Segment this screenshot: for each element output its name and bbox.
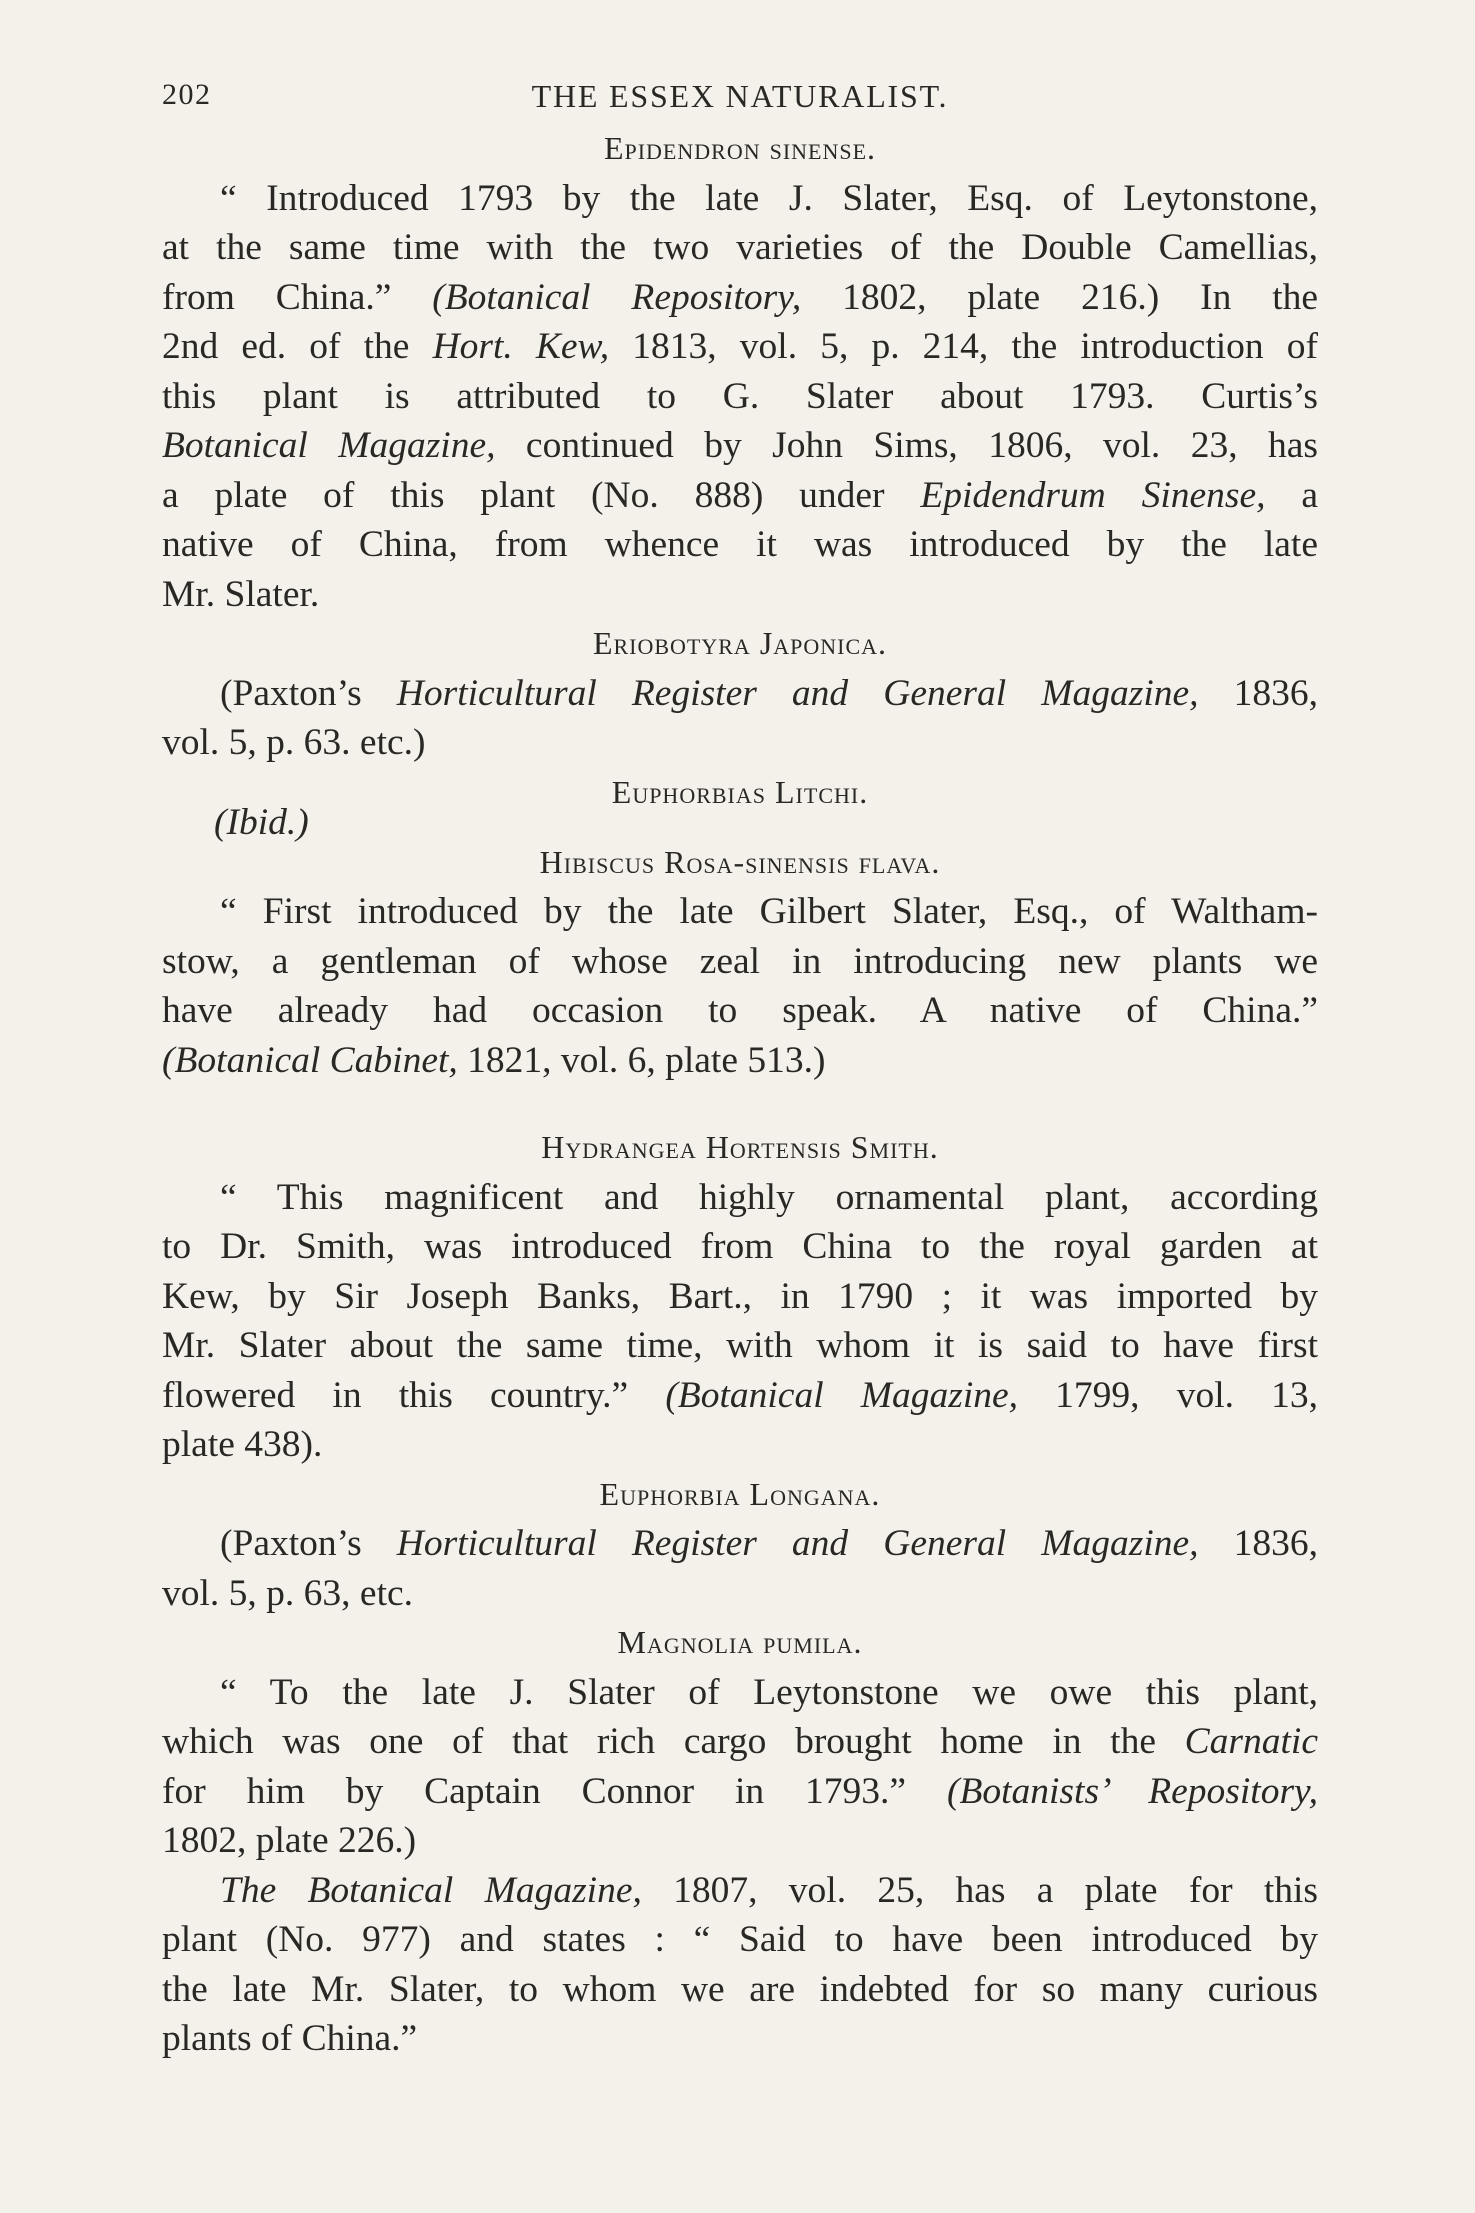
section-heading: Magnolia pumila. (617, 1624, 863, 1660)
text-run: a plate of this plant (No. 888) under (162, 474, 885, 516)
section-heading: Euphorbias Litchi. (611, 773, 869, 810)
running-head (162, 78, 1318, 124)
text-line: plants of China.” (162, 2018, 418, 2059)
text-run: 1821, vol. 6, plate 513.) (467, 1039, 826, 1081)
text-line: to Dr. Smith, was introduced from China to the royal garden at (162, 1226, 1318, 1267)
text-line: vol. 5, p. 63. etc.) (162, 722, 426, 763)
text-run: for him by Captain Connor in 1793.” (162, 1770, 907, 1812)
text-line: “ First introduced by the late Gilbert Slater, Esq., of Waltham- (220, 891, 1318, 932)
text-run: 2nd ed. of the (162, 326, 410, 367)
text-line: Mr. Slater. (162, 573, 320, 615)
text-run: (Paxton’s (220, 672, 362, 714)
text-line: “ Introduced 1793 by the late J. Slater, Esq. of Leytonstone, (220, 177, 1318, 219)
text-line: at the same time with the two varieties of the Double Camellias, (162, 227, 1318, 268)
text-line (162, 1767, 1318, 1817)
italic-run: (Botanical Repository, (432, 276, 802, 318)
section-epidendron (162, 124, 1318, 619)
section-heading: Hibiscus Rosa-sinensis flava. (539, 843, 941, 880)
text-line (162, 1036, 1318, 1086)
text-line: 1802, plate 226.) (162, 1820, 417, 1861)
text-line: this plant is attributed to G. Slater about 1793. Curtis’s (162, 375, 1318, 417)
text-line: “ To the late J. Slater of Leytonstone we owe this plant, (220, 1671, 1318, 1713)
text-run: flowered in this country.” (162, 1374, 629, 1416)
ibid-reference: (Ibid.) (214, 801, 309, 843)
text-run: from China.” (162, 276, 392, 318)
page-number: 202 (162, 78, 212, 111)
section-eriobotyra (162, 619, 1318, 768)
journal-title: THE ESSEX NATURALIST. (531, 78, 949, 114)
text-line (162, 322, 1318, 372)
text-line: “ This magnificent and highly ornamental plant, according (220, 1176, 1318, 1218)
section-magnolia (162, 1618, 1318, 2064)
text-line: native of China, from whence it was introduced by the late (162, 524, 1318, 565)
text-line (162, 273, 1318, 323)
italic-run: (Botanical Magazine, (665, 1374, 1019, 1416)
text-line: stow, a gentleman of whose zeal in introducing new plants we (162, 940, 1318, 982)
text-run: 1836, (1233, 1523, 1318, 1564)
document-page (162, 78, 1318, 2064)
section-heading: Epidendron sinense. (603, 130, 877, 166)
text-line (162, 669, 1318, 719)
section-hibiscus (162, 838, 1318, 1086)
text-line (162, 1717, 1318, 1767)
section-euphorbia-longana (162, 1470, 1318, 1619)
text-run: 1807, vol. 25, has a plate for this (673, 1869, 1319, 1911)
text-line: plant (No. 977) and states : “ Said to have been introduced by (162, 1919, 1318, 1960)
italic-run: Horticultural Register and General Magazine, (396, 1523, 1199, 1564)
text-run: 1813, vol. 5, p. 214, the introduction of (632, 326, 1319, 367)
italic-run: Botanical Magazine, (162, 425, 496, 466)
text-run: 1799, vol. 13, (1055, 1374, 1318, 1416)
text-line: Kew, by Sir Joseph Banks, Bart., in 1790 ; it was imported by (162, 1275, 1318, 1317)
text-run: continued by John Sims, 1806, vol. 23, has (525, 425, 1319, 466)
text-run: 1802, plate 216.) (842, 276, 1160, 318)
text-run: which was one of that rich cargo brought home in the (162, 1721, 1156, 1762)
section-heading: Euphorbia Longana. (599, 1475, 881, 1512)
italic-run: (Botanical Cabinet, (162, 1039, 458, 1081)
text-run: 1836, (1233, 672, 1318, 714)
text-run: In the (1200, 276, 1319, 318)
text-line (162, 1371, 1318, 1421)
section-hydrangea (162, 1123, 1318, 1470)
italic-run: The Botanical Magazine, (220, 1869, 642, 1911)
italic-run: (Botanists’ Repository, (946, 1770, 1319, 1812)
spacer (162, 830, 1318, 838)
spacer (162, 1085, 1318, 1123)
text-line: have already had occasion to speak. A native of China.” (162, 990, 1318, 1031)
italic-run: Carnatic (1184, 1721, 1318, 1762)
text-line (162, 471, 1318, 521)
section-euphorbias (162, 768, 1318, 843)
text-run: a (1301, 474, 1318, 516)
text-line (162, 421, 1318, 471)
italic-run: Epidendrum Sinense, (920, 474, 1266, 516)
italic-run: Horticultural Register and General Magazine, (396, 672, 1199, 714)
text-line (162, 1866, 1318, 1916)
text-line: the late Mr. Slater, to whom we are indebted for so many curious (162, 1968, 1318, 2010)
section-heading: Hydrangea Hortensis Smith. (541, 1129, 939, 1165)
text-line: Mr. Slater about the same time, with whom it is said to have first (162, 1325, 1318, 1366)
text-run: (Paxton’s (220, 1523, 362, 1564)
text-line: vol. 5, p. 63, etc. (162, 1572, 414, 1614)
italic-run: Hort. Kew, (432, 326, 610, 367)
text-line (162, 1519, 1318, 1569)
section-heading: Eriobotyra Japonica. (592, 625, 888, 661)
text-line: plate 438). (162, 1424, 323, 1465)
